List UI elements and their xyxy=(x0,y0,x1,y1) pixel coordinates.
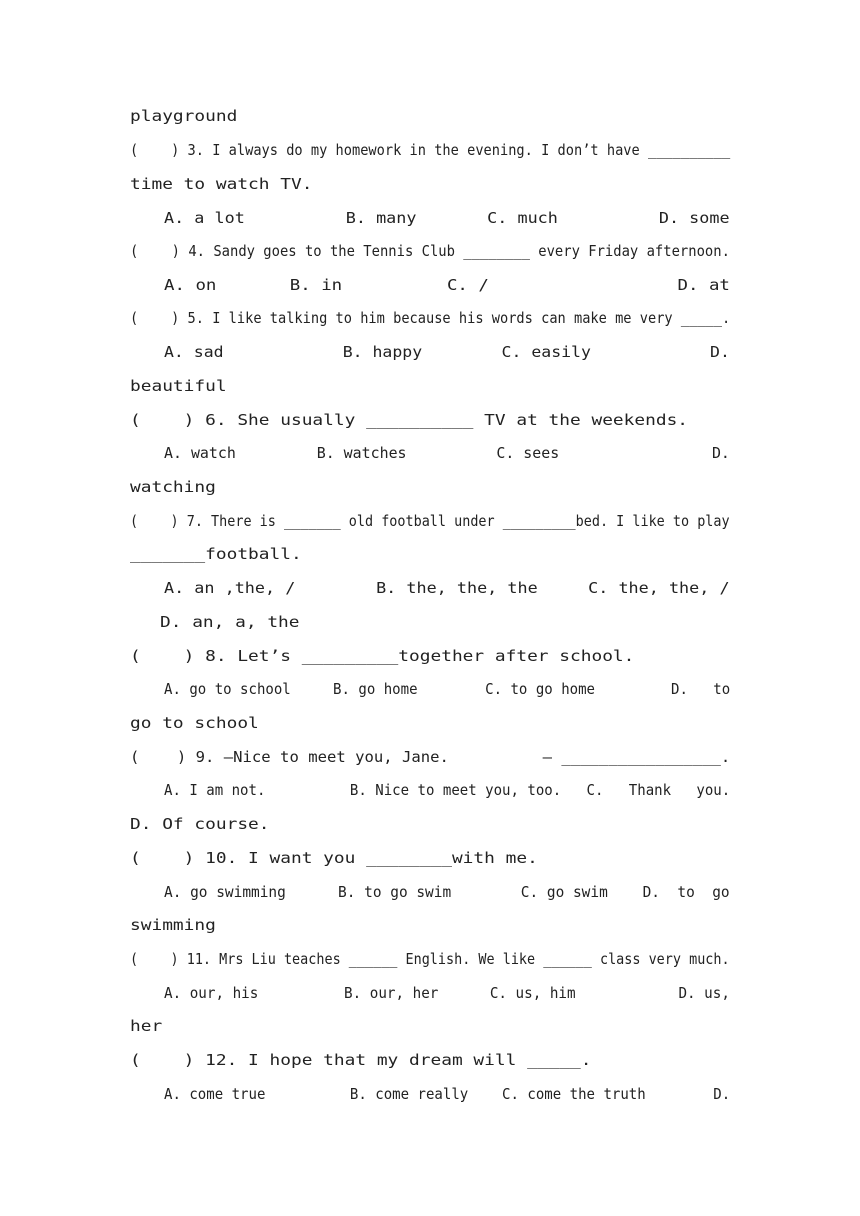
question-6-stem: ( ) 6. She usually __________ TV at the weekends. xyxy=(130,411,689,429)
question-11-options: A. our, his B. our, her C. us, him D. us, xyxy=(164,984,730,1002)
text-line-1: playground xyxy=(130,107,238,125)
question-3-options: A. a lot B. many C. much D. some xyxy=(164,209,730,227)
question-11-options-continued: her xyxy=(130,1017,163,1035)
question-4-stem: ( ) 4. Sandy goes to the Tennis Club ________ every Friday afternoon. xyxy=(130,242,730,260)
question-7-options: A. an ,the, / B. the, the, the C. the, the, / xyxy=(164,579,730,597)
question-7-stem: ( ) 7. There is _______ old football under _________bed. I like to play xyxy=(130,512,730,530)
question-9-stem: ( ) 9. —Nice to meet you, Jane. — _________________. xyxy=(130,748,731,766)
question-5-options: A. sad B. happy C. easily D. xyxy=(164,343,730,361)
question-5-options-continued: beautiful xyxy=(130,377,227,395)
question-6-options-continued: watching xyxy=(130,478,216,496)
question-9-options: A. I am not. B. Nice to meet you, too. C. Thank you. xyxy=(164,781,731,799)
question-12-options: A. come true B. come really C. come the truth D. xyxy=(164,1085,731,1103)
question-8-options: A. go to school B. go home C. to go home D. to xyxy=(164,680,731,698)
question-8-options-continued: go to school xyxy=(130,714,259,732)
question-7-stem-continued: _______football. xyxy=(130,545,302,563)
question-10-options: A. go swimming B. to go swim C. go swim D. to go xyxy=(164,883,730,901)
question-3-stem-continued: time to watch TV. xyxy=(130,175,313,193)
question-11-stem: ( ) 11. Mrs Liu teaches ______ English. We like ______ class very much. xyxy=(130,950,730,968)
question-5-stem: ( ) 5. I like talking to him because his words can make me very _____. xyxy=(130,309,731,327)
question-4-options: A. on B. in C. / D. at xyxy=(164,276,730,294)
question-6-options: A. watch B. watches C. sees D. xyxy=(164,444,730,462)
question-9-option-d: D. Of course. xyxy=(130,815,270,833)
question-12-stem: ( ) 12. I hope that my dream will _____. xyxy=(130,1051,592,1069)
question-3-stem: ( ) 3. I always do my homework in the evening. I don’t have __________ xyxy=(130,141,731,159)
question-8-stem: ( ) 8. Let’s _________together after school. xyxy=(130,647,635,665)
question-10-options-continued: swimming xyxy=(130,916,216,934)
question-10-stem: ( ) 10. I want you ________with me. xyxy=(130,849,538,867)
question-7-option-d: D. an, a, the xyxy=(160,613,300,631)
